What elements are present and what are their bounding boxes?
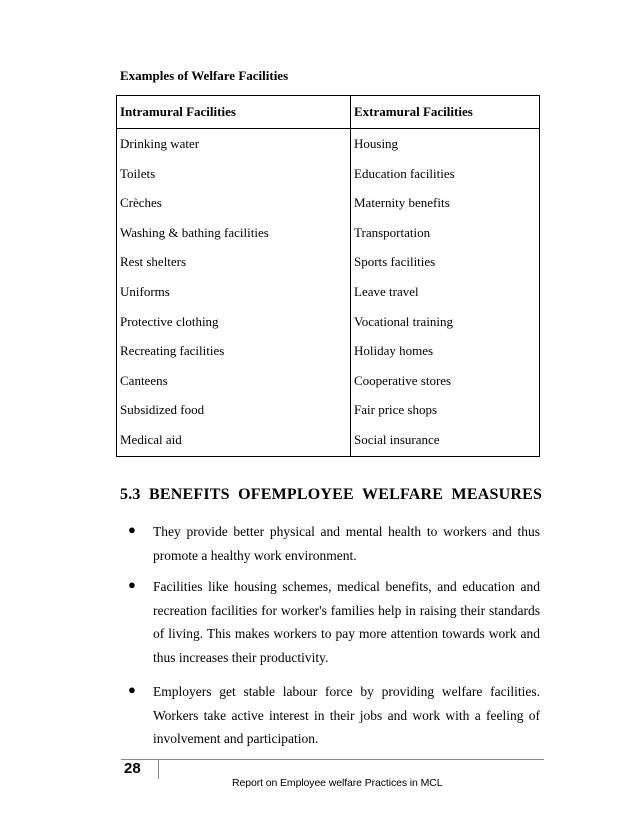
extramural-cell: Maternity benefits bbox=[354, 195, 450, 211]
footer-rule bbox=[121, 759, 544, 760]
extramural-cell: Housing bbox=[354, 136, 399, 151]
table-row bbox=[117, 432, 539, 462]
table-caption: Examples of Welfare Facilities bbox=[120, 68, 289, 83]
page-number: 28 bbox=[124, 759, 159, 779]
list-item-text: Employers get stable labour force by providing welfare facilities. Workers take active interest in their jobs and work with a feeling of involvement and participation. bbox=[153, 684, 540, 746]
intramural-cell: Medical aid bbox=[120, 432, 182, 447]
welfare-facilities-table bbox=[116, 95, 540, 457]
intramural-cell: Crèches bbox=[120, 195, 162, 211]
header-intramural: Intramural Facilities bbox=[120, 104, 236, 119]
extramural-cell: Leave travel bbox=[354, 284, 419, 299]
table-row bbox=[117, 343, 539, 373]
table-row bbox=[117, 254, 539, 284]
intramural-cell: Washing & bathing facilities bbox=[120, 224, 269, 240]
extramural-cell: Sports facilities bbox=[354, 254, 436, 270]
intramural-cell: Canteens bbox=[120, 372, 168, 388]
table-row bbox=[117, 195, 539, 225]
table-row bbox=[117, 136, 539, 166]
list-item-text: Facilities like housing schemes, medical benefits, and education and recreation facilities for worker's families help in raising their standards of living. This makes workers to pay more attention towards work and thus increases their productivity. bbox=[153, 579, 540, 665]
footer-text: Report on Employee welfare Practices in MCL bbox=[232, 777, 443, 789]
intramural-cell: Drinking water bbox=[120, 136, 200, 151]
bullet-dot-icon: ● bbox=[128, 577, 136, 592]
extramural-cell: Cooperative stores bbox=[354, 372, 452, 388]
extramural-cell: Social insurance bbox=[354, 432, 440, 447]
intramural-cell: Rest shelters bbox=[120, 254, 187, 270]
table-row bbox=[117, 314, 539, 344]
extramural-cell: Transportation bbox=[354, 224, 431, 240]
header-extramural: Extramural Facilities bbox=[354, 104, 473, 119]
intramural-cell: Subsidized food bbox=[120, 402, 205, 418]
table-row bbox=[117, 373, 539, 403]
table-row bbox=[117, 225, 539, 255]
extramural-cell: Fair price shops bbox=[354, 402, 438, 418]
table-row bbox=[117, 284, 539, 314]
intramural-cell: Toilets bbox=[120, 165, 156, 181]
extramural-cell: Holiday homes bbox=[354, 343, 434, 359]
table-row bbox=[117, 166, 539, 196]
extramural-cell: Vocational training bbox=[354, 313, 454, 329]
table-header-divider bbox=[117, 128, 539, 129]
table-row bbox=[117, 402, 539, 432]
intramural-cell: Protective clothing bbox=[120, 313, 219, 329]
intramural-cell: Uniforms bbox=[120, 284, 170, 299]
list-item-text: They provide better physical and mental health to workers and thus promote a healthy work environment. bbox=[153, 524, 540, 563]
bullet-dot-icon: ● bbox=[128, 682, 136, 697]
intramural-cell: Recreating facilities bbox=[120, 343, 225, 359]
section-heading: 5.3 BENEFITS OFEMPLOYEE WELFARE MEASURES bbox=[120, 486, 543, 503]
bullet-dot-icon: ● bbox=[128, 522, 136, 537]
extramural-cell: Education facilities bbox=[354, 165, 455, 181]
